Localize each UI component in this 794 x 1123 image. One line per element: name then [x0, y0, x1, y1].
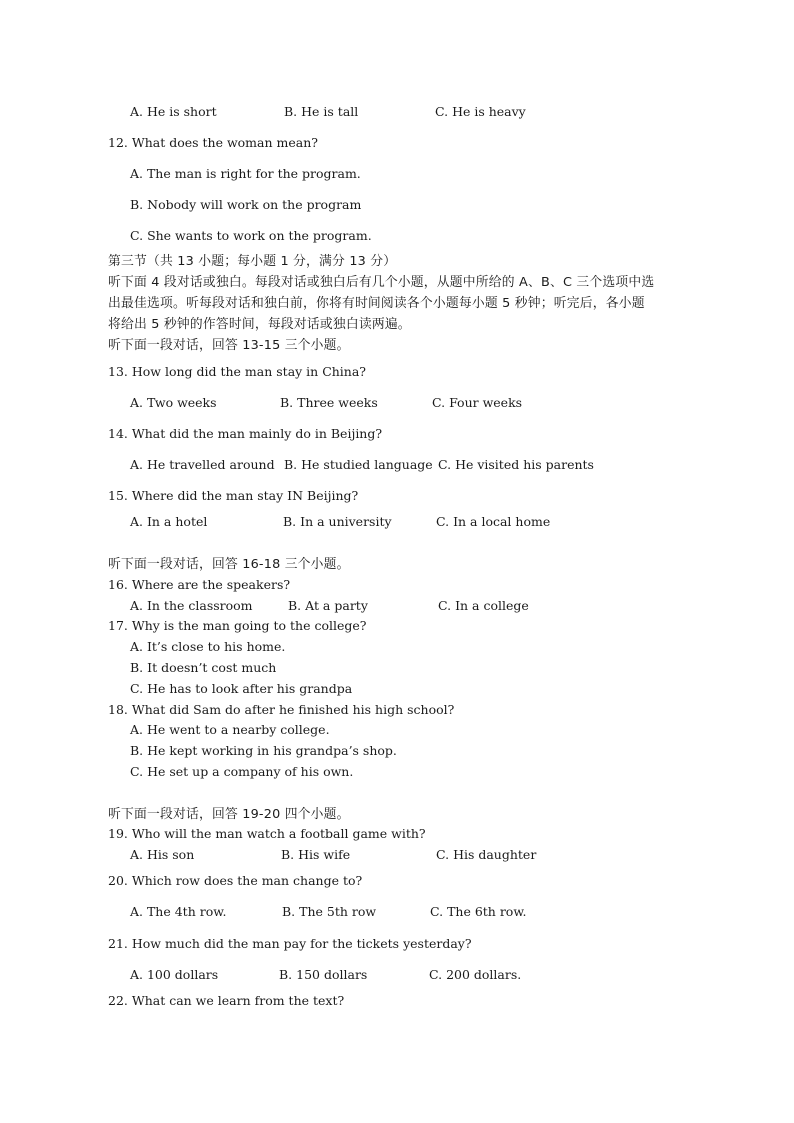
q19-option-b: B. His wife: [281, 847, 351, 862]
q16-option-a: A. In the classroom: [130, 598, 253, 613]
q11-option-a: A. He is short: [130, 104, 217, 119]
q14-stem: 14. What did the man mainly do in Beijing?: [108, 426, 383, 441]
q21-option-a: A. 100 dollars: [130, 967, 219, 982]
q11-option-c: C. He is heavy: [435, 104, 526, 119]
q16-option-c: C. In a college: [438, 598, 529, 613]
section3-instructions-line3: 将给出 5 秒钟的作答时间，每段对话或独白读两遍。: [108, 317, 411, 332]
q14-option-c: C. He visited his parents: [438, 457, 594, 472]
q13-option-c: C. Four weeks: [432, 395, 523, 410]
q17-option-b: B. It doesn’t cost much: [130, 660, 277, 675]
q18-option-b: B. He kept working in his grandpa’s shop.: [130, 743, 397, 758]
q21-option-b: B. 150 dollars: [279, 967, 368, 982]
q12-option-b: B. Nobody will work on the program: [130, 197, 362, 212]
q12-option-c: C. She wants to work on the program.: [130, 228, 372, 243]
q17-stem: 17. Why is the man going to the college?: [108, 618, 367, 633]
q18-stem: 18. What did Sam do after he finished his high school?: [108, 702, 455, 717]
q17-option-a: A. It’s close to his home.: [130, 639, 286, 654]
q18-option-a: A. He went to a nearby college.: [130, 722, 330, 737]
q13-option-a: A. Two weeks: [130, 395, 217, 410]
section3-title: 第三节（共 13 小题；每小题 1 分，满分 13 分）: [108, 254, 397, 269]
q22-stem: 22. What can we learn from the text?: [108, 993, 345, 1008]
q14-option-b: B. He studied language: [284, 457, 433, 472]
q13-stem: 13. How long did the man stay in China?: [108, 364, 367, 379]
dialog1-intro: 听下面一段对话，回答 13-15 三个小题。: [108, 338, 350, 353]
q12-option-a: A. The man is right for the program.: [130, 166, 361, 181]
dialog2-intro: 听下面一段对话，回答 16-18 三个小题。: [108, 557, 350, 572]
q19-option-c: C. His daughter: [436, 847, 537, 862]
q21-stem: 21. How much did the man pay for the tickets yesterday?: [108, 936, 472, 951]
section3-instructions-line1: 听下面 4 段对话或独白。每段对话或独白后有几个小题，从题中所给的 A、B、C 三个选项中选: [108, 275, 655, 290]
q20-stem: 20. Which row does the man change to?: [108, 873, 363, 888]
q19-stem: 19. Who will the man watch a football game with?: [108, 826, 426, 841]
q19-option-a: A. His son: [130, 847, 195, 862]
q12-stem: 12. What does the woman mean?: [108, 135, 318, 150]
q20-option-c: C. The 6th row.: [430, 904, 527, 919]
q15-option-c: C. In a local home: [436, 514, 551, 529]
q16-stem: 16. Where are the speakers?: [108, 577, 291, 592]
q20-option-a: A. The 4th row.: [130, 904, 227, 919]
q15-option-b: B. In a university: [283, 514, 392, 529]
section3-instructions-line2: 出最佳选项。听每段对话和独白前，你将有时间阅读各个小题每小题 5 秒钟；听完后，各小题: [108, 296, 645, 311]
q21-option-c: C. 200 dollars.: [429, 967, 522, 982]
q18-option-c: C. He set up a company of his own.: [130, 764, 354, 779]
q13-option-b: B. Three weeks: [280, 395, 378, 410]
q14-option-a: A. He travelled around: [130, 457, 275, 472]
q17-option-c: C. He has to look after his grandpa: [130, 681, 353, 696]
q11-option-b: B. He is tall: [284, 104, 359, 119]
q16-option-b: B. At a party: [288, 598, 368, 613]
q20-option-b: B. The 5th row: [282, 904, 377, 919]
q15-option-a: A. In a hotel: [130, 514, 208, 529]
dialog3-intro: 听下面一段对话，回答 19-20 四个小题。: [108, 807, 350, 822]
q15-stem: 15. Where did the man stay IN Beijing?: [108, 488, 359, 503]
